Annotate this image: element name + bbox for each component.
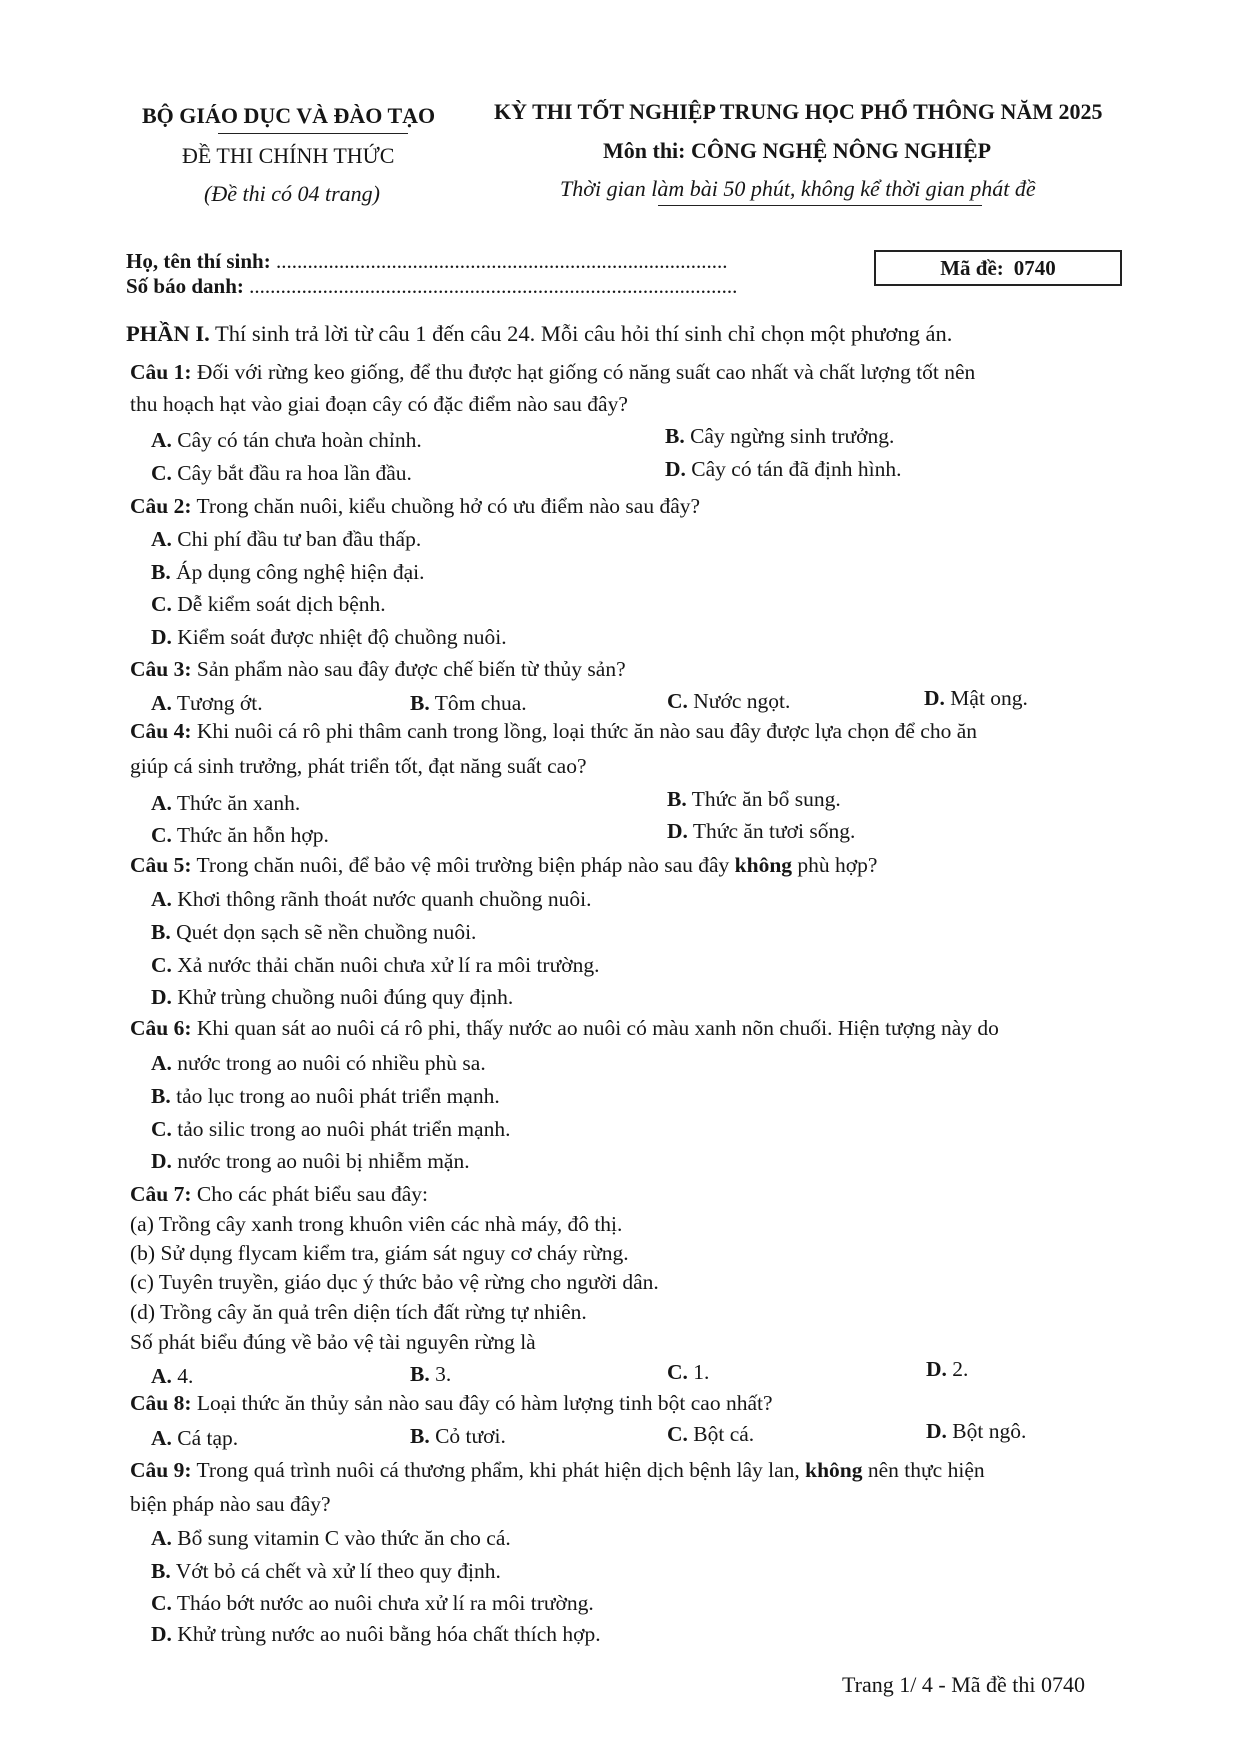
option-text: tảo lục trong ao nuôi phát triển mạnh. xyxy=(176,1084,500,1108)
question-6-option-a[interactable] xyxy=(151,1051,486,1076)
option-letter: B. xyxy=(410,1424,430,1448)
question-1-option-a[interactable] xyxy=(151,428,422,453)
question-1-option-d[interactable] xyxy=(665,457,901,482)
exam-title: KỲ THI TỐT NGHIỆP TRUNG HỌC PHỔ THÔNG NĂM 2025 xyxy=(494,99,1103,124)
option-letter: B. xyxy=(665,424,685,448)
candidate-id-dots: ............................................................................................. xyxy=(249,274,738,298)
question-7-label: Câu 7: xyxy=(130,1182,192,1206)
question-6-label: Câu 6: xyxy=(130,1016,192,1040)
option-text: nước trong ao nuôi bị nhiễm mặn. xyxy=(177,1149,470,1173)
question-9-option-d[interactable] xyxy=(151,1622,601,1647)
option-letter: A. xyxy=(151,1426,172,1450)
question-9 xyxy=(130,1458,985,1483)
question-9-label: Câu 9: xyxy=(130,1458,192,1482)
option-letter: C. xyxy=(151,1117,172,1141)
option-letter: D. xyxy=(926,1357,947,1381)
question-8-option-d[interactable] xyxy=(926,1419,1026,1444)
option-text: Tháo bớt nước ao nuôi chưa xử lí ra môi trường. xyxy=(176,1591,594,1615)
ministry-underline xyxy=(218,133,408,134)
option-letter: D. xyxy=(151,625,172,649)
question-9-text: Trong quá trình nuôi cá thương phẩm, khi phát hiện dịch bệnh lây lan, xyxy=(196,1458,800,1482)
question-1-text-cont: thu hoạch hạt vào giai đoạn cây có đặc điểm nào sau đây? xyxy=(130,392,628,416)
question-7-statement-d: (d) Trồng cây ăn quả trên diện tích đất rừng tự nhiên. xyxy=(130,1300,587,1324)
question-4-option-c[interactable] xyxy=(151,823,329,848)
question-2 xyxy=(130,494,700,519)
candidate-name-row xyxy=(126,249,727,274)
option-letter: C. xyxy=(151,592,172,616)
option-letter: C. xyxy=(151,823,172,847)
option-text: Chi phí đầu tư ban đầu thấp. xyxy=(177,527,422,551)
option-letter: A. xyxy=(151,791,172,815)
option-letter: B. xyxy=(151,560,171,584)
option-text: Cây bắt đầu ra hoa lần đầu. xyxy=(177,461,412,485)
question-8-option-b[interactable] xyxy=(410,1424,506,1449)
subject-name: CÔNG NGHỆ NÔNG NGHIỆP xyxy=(691,138,992,163)
question-4 xyxy=(130,719,977,744)
question-5-option-c[interactable] xyxy=(151,953,599,978)
question-5-option-d[interactable] xyxy=(151,985,513,1010)
option-letter: D. xyxy=(151,1149,172,1173)
question-2-text: Trong chăn nuôi, kiểu chuồng hở có ưu điểm nào sau đây? xyxy=(196,494,701,518)
part1-instruction: Thí sinh trả lời từ câu 1 đến câu 24. Mỗi câu hỏi thí sinh chỉ chọn một phương án. xyxy=(214,321,953,346)
option-text: Mật ong. xyxy=(950,686,1028,710)
option-letter: A. xyxy=(151,527,172,551)
question-4-label: Câu 4: xyxy=(130,719,192,743)
question-7-statement-a: (a) Trồng cây xanh trong khuôn viên các nhà máy, đô thị. xyxy=(130,1212,623,1236)
question-1-option-c[interactable] xyxy=(151,461,412,486)
question-2-label: Câu 2: xyxy=(130,494,192,518)
question-3-label: Câu 3: xyxy=(130,657,192,681)
candidate-name-label: Họ, tên thí sinh: xyxy=(126,249,271,273)
question-1-label: Câu 1: xyxy=(130,360,192,384)
question-5-option-b[interactable] xyxy=(151,920,476,945)
question-8-label: Câu 8: xyxy=(130,1391,192,1415)
question-8 xyxy=(130,1391,773,1416)
candidate-name-dots: ...................................................................................... xyxy=(275,249,728,273)
option-text: Khơi thông rãnh thoát nước quanh chuồng nuôi. xyxy=(177,887,592,911)
option-letter: D. xyxy=(924,686,945,710)
option-letter: A. xyxy=(151,428,172,452)
option-letter: B. xyxy=(667,787,687,811)
option-letter: C. xyxy=(151,461,172,485)
subject-label: Môn thi: xyxy=(603,138,686,163)
question-3-option-a[interactable] xyxy=(151,691,263,716)
option-letter: B. xyxy=(151,920,171,944)
question-2-option-a[interactable] xyxy=(151,527,421,552)
option-text: Cỏ tươi. xyxy=(435,1424,506,1448)
question-3-option-b[interactable] xyxy=(410,691,527,716)
option-text: nước trong ao nuôi có nhiều phù sa. xyxy=(177,1051,486,1075)
question-4-text-cont: giúp cá sinh trưởng, phát triển tốt, đạt năng suất cao? xyxy=(130,754,587,778)
exam-code: 0740 xyxy=(1013,255,1056,280)
exam-code-box xyxy=(874,250,1122,286)
option-text: tảo silic trong ao nuôi phát triển mạnh. xyxy=(177,1117,511,1141)
option-letter: B. xyxy=(410,1362,430,1386)
ministry-name: BỘ GIÁO DỤC VÀ ĐÀO TẠO xyxy=(142,103,436,128)
question-7-option-d[interactable] xyxy=(926,1357,968,1382)
page-footer-code: 0740 xyxy=(1041,1672,1086,1697)
question-3-text: Sản phẩm nào sau đây được chế biến từ thủy sản? xyxy=(196,657,626,681)
question-5-option-a[interactable] xyxy=(151,887,591,912)
option-letter: D. xyxy=(665,457,686,481)
option-letter: A. xyxy=(151,1526,172,1550)
option-text: Thức ăn tươi sống. xyxy=(692,819,856,843)
page-footer xyxy=(842,1672,1085,1698)
official-exam-label: ĐỀ THI CHÍNH THỨC xyxy=(182,143,395,168)
question-3-option-d[interactable] xyxy=(924,686,1028,711)
question-5-label: Câu 5: xyxy=(130,853,192,877)
option-letter: A. xyxy=(151,1051,172,1075)
option-letter: C. xyxy=(667,1422,688,1446)
option-letter: C. xyxy=(667,1360,688,1384)
option-text: 2. xyxy=(952,1357,969,1381)
question-5-emphasis: không xyxy=(734,853,793,877)
candidate-id-label: Số báo danh: xyxy=(126,274,244,298)
option-letter: C. xyxy=(151,1591,172,1615)
question-5-text-end: phù hợp? xyxy=(797,853,878,877)
question-7-text: Cho các phát biểu sau đây: xyxy=(196,1182,428,1206)
option-letter: D. xyxy=(151,1622,172,1646)
option-letter: D. xyxy=(926,1419,947,1443)
question-7 xyxy=(130,1182,428,1207)
question-7-option-a[interactable] xyxy=(151,1364,193,1389)
option-text: Xả nước thải chăn nuôi chưa xử lí ra môi trường. xyxy=(177,953,600,977)
option-text: Nước ngọt. xyxy=(693,689,791,713)
question-2-option-d[interactable] xyxy=(151,625,507,650)
question-1-option-b[interactable] xyxy=(665,424,894,449)
question-4-option-b[interactable] xyxy=(667,787,841,812)
question-9-emphasis: không xyxy=(805,1458,863,1482)
page-footer-text: Trang 1/ 4 - Mã đề thi xyxy=(842,1672,1036,1697)
question-3-option-c[interactable] xyxy=(667,689,790,714)
question-5 xyxy=(130,853,877,878)
option-text: 1. xyxy=(693,1360,710,1384)
time-note: Thời gian làm bài 50 phút, không kể thời gian phát đề xyxy=(560,176,1036,201)
question-4-option-a[interactable] xyxy=(151,791,300,816)
question-3 xyxy=(130,657,626,682)
question-9-option-b[interactable] xyxy=(151,1559,501,1584)
question-9-option-c[interactable] xyxy=(151,1591,594,1616)
option-text: Vớt bỏ cá chết và xử lí theo quy định. xyxy=(175,1559,501,1583)
option-letter: D. xyxy=(151,985,172,1009)
option-letter: B. xyxy=(151,1084,171,1108)
question-8-option-a[interactable] xyxy=(151,1426,238,1451)
question-6-text: Khi quan sát ao nuôi cá rô phi, thấy nước ao nuôi có màu xanh nõn chuối. Hiện tượng này do xyxy=(196,1016,999,1040)
pages-note: (Đề thi có 04 trang) xyxy=(204,181,380,206)
option-text: Quét dọn sạch sẽ nền chuồng nuôi. xyxy=(176,920,477,944)
option-text: Khử trùng chuồng nuôi đúng quy định. xyxy=(177,985,514,1009)
option-letter: A. xyxy=(151,1364,172,1388)
question-4-text: Khi nuôi cá rô phi thâm canh trong lồng, loại thức ăn nào sau đây được lựa chọn để cho ăn xyxy=(196,719,978,743)
option-text: Thức ăn xanh. xyxy=(176,791,301,815)
option-text: 3. xyxy=(435,1362,452,1386)
option-letter: C. xyxy=(151,953,172,977)
option-text: Khử trùng nước ao nuôi bằng hóa chất thích hợp. xyxy=(177,1622,601,1646)
question-9-text-cont: biện pháp nào sau đây? xyxy=(130,1492,331,1516)
exam-code-label: Mã đề: xyxy=(940,255,1004,280)
option-text: Cây ngừng sinh trưởng. xyxy=(690,424,895,448)
question-9-text-end: nên thực hiện xyxy=(867,1458,985,1482)
question-1 xyxy=(130,360,975,385)
option-text: Tôm chua. xyxy=(434,691,527,715)
question-6-option-b[interactable] xyxy=(151,1084,500,1109)
option-letter: A. xyxy=(151,691,172,715)
option-letter: C. xyxy=(667,689,688,713)
option-text: Áp dụng công nghệ hiện đại. xyxy=(176,560,425,584)
option-text: Cây có tán đã định hình. xyxy=(691,457,902,481)
question-2-option-c[interactable] xyxy=(151,592,386,617)
question-8-text: Loại thức ăn thủy sản nào sau đây có hàm lượng tinh bột cao nhất? xyxy=(196,1391,773,1415)
part1-heading xyxy=(126,321,952,347)
option-text: Kiểm soát được nhiệt độ chuồng nuôi. xyxy=(177,625,507,649)
question-7-statement-c: (c) Tuyên truyền, giáo dục ý thức bảo vệ rừng cho người dân. xyxy=(130,1270,659,1294)
candidate-id-row xyxy=(126,274,737,299)
option-text: Bổ sung vitamin C vào thức ăn cho cá. xyxy=(177,1526,511,1550)
question-6 xyxy=(130,1016,999,1041)
time-underline xyxy=(658,205,982,206)
option-letter: B. xyxy=(410,691,430,715)
question-2-option-b[interactable] xyxy=(151,560,425,585)
question-7-closing: Số phát biểu đúng về bảo vệ tài nguyên rừng là xyxy=(130,1330,536,1354)
question-6-option-c[interactable] xyxy=(151,1117,510,1142)
question-6-option-d[interactable] xyxy=(151,1149,470,1174)
option-text: Tương ớt. xyxy=(176,691,263,715)
question-1-text: Đối với rừng keo giống, để thu được hạt giống có năng suất cao nhất và chất lượng tốt nên xyxy=(196,360,976,384)
subject-line xyxy=(603,138,991,164)
question-7-statement-b: (b) Sử dụng flycam kiểm tra, giám sát nguy cơ cháy rừng. xyxy=(130,1241,629,1265)
option-text: Dễ kiểm soát dịch bệnh. xyxy=(177,592,386,616)
question-5-text: Trong chăn nuôi, để bảo vệ môi trường biện pháp nào sau đây xyxy=(196,853,730,877)
option-letter: D. xyxy=(667,819,688,843)
option-text: Cây có tán chưa hoàn chỉnh. xyxy=(177,428,422,452)
option-text: 4. xyxy=(177,1364,194,1388)
option-text: Bột ngô. xyxy=(952,1419,1027,1443)
question-8-option-c[interactable] xyxy=(667,1422,754,1447)
option-letter: A. xyxy=(151,887,172,911)
question-9-option-a[interactable] xyxy=(151,1526,511,1551)
question-7-option-b[interactable] xyxy=(410,1362,451,1387)
option-text: Thức ăn bổ sung. xyxy=(691,787,841,811)
option-text: Thức ăn hỗn hợp. xyxy=(176,823,329,847)
option-text: Cá tạp. xyxy=(177,1426,239,1450)
option-text: Bột cá. xyxy=(693,1422,755,1446)
option-letter: B. xyxy=(151,1559,171,1583)
question-7-option-c[interactable] xyxy=(667,1360,709,1385)
part1-title: PHẦN I. xyxy=(126,321,210,346)
question-4-option-d[interactable] xyxy=(667,819,855,844)
